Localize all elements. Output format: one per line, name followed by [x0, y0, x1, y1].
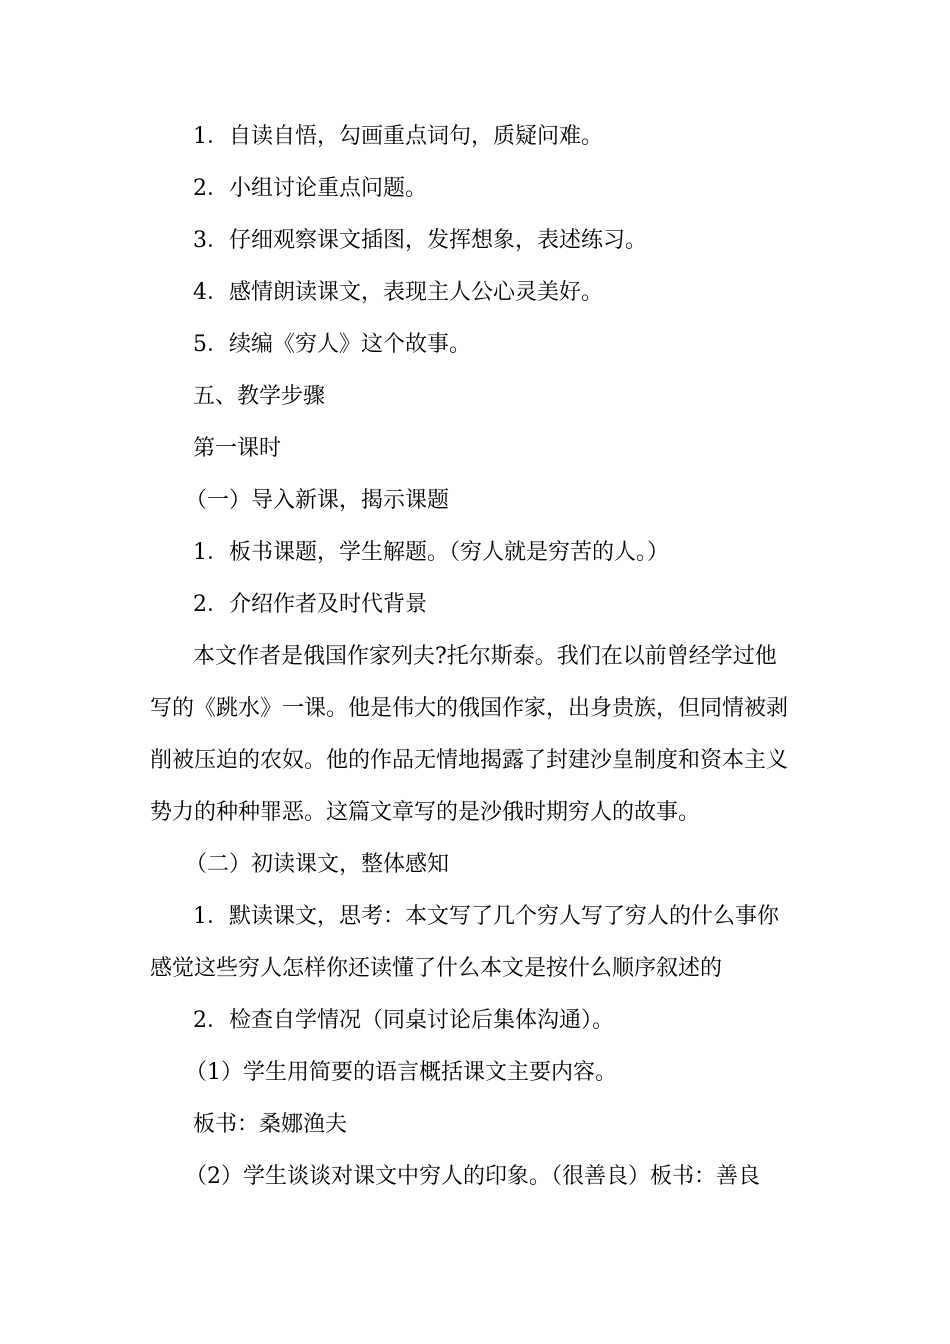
list-item-4: 4．感情朗读课文，表现主人公心灵美好。 — [193, 280, 603, 305]
paragraph-reading-line-2: 感觉这些穷人怎样你还读懂了什么本文是按什么顺序叙述的 — [150, 956, 723, 981]
paragraph-author-line-2: 写的《跳水》一课。他是伟大的俄国作家，出身贵族，但同情被剥 — [150, 696, 789, 721]
list-item-3: 3．仔细观察课文插图，发挥想象，表述练习。 — [193, 228, 647, 253]
list-item-2: 2．小组讨论重点问题。 — [193, 176, 427, 201]
paragraph-summary: （1）学生用简要的语言概括课文主要内容。 — [185, 1060, 617, 1085]
paragraph-reading-line-1: 1．默读课文，思考：本文写了几个穷人写了穷人的什么事你 — [193, 904, 779, 929]
subsection-heading-1: （一）导入新课，揭示课题 — [185, 488, 450, 513]
paragraph-author-line-1: 本文作者是俄国作家列夫?托尔斯泰。我们在以前曾经学过他 — [193, 644, 777, 669]
paragraph-author-line-3: 削被压迫的农奴。他的作品无情地揭露了封建沙皇制度和资本主义 — [150, 748, 789, 773]
paragraph-step-2: 2．介绍作者及时代背景 — [193, 592, 427, 617]
subsection-heading-2: （二）初读课文，整体感知 — [185, 852, 450, 877]
paragraph-impression: （2）学生谈谈对课文中穷人的印象。（很善良）板书：善良 — [185, 1164, 760, 1189]
list-item-1: 1．自读自悟，勾画重点词句，质疑问难。 — [193, 124, 603, 149]
paragraph-step-1: 1．板书课题，学生解题。（穷人就是穷苦的人。） — [193, 540, 669, 565]
paragraph-check: 2．检查自学情况（同桌讨论后集体沟通）。 — [193, 1008, 614, 1033]
list-item-5: 5．续编《穷人》这个故事。 — [193, 332, 471, 357]
paragraph-author-line-4: 势力的种种罪恶。这篇文章写的是沙俄时期穷人的故事。 — [150, 800, 701, 825]
board-note-1: 板书：桑娜渔夫 — [193, 1112, 348, 1137]
section-heading: 五、教学步骤 — [193, 384, 326, 409]
lesson-heading: 第一课时 — [193, 436, 282, 461]
